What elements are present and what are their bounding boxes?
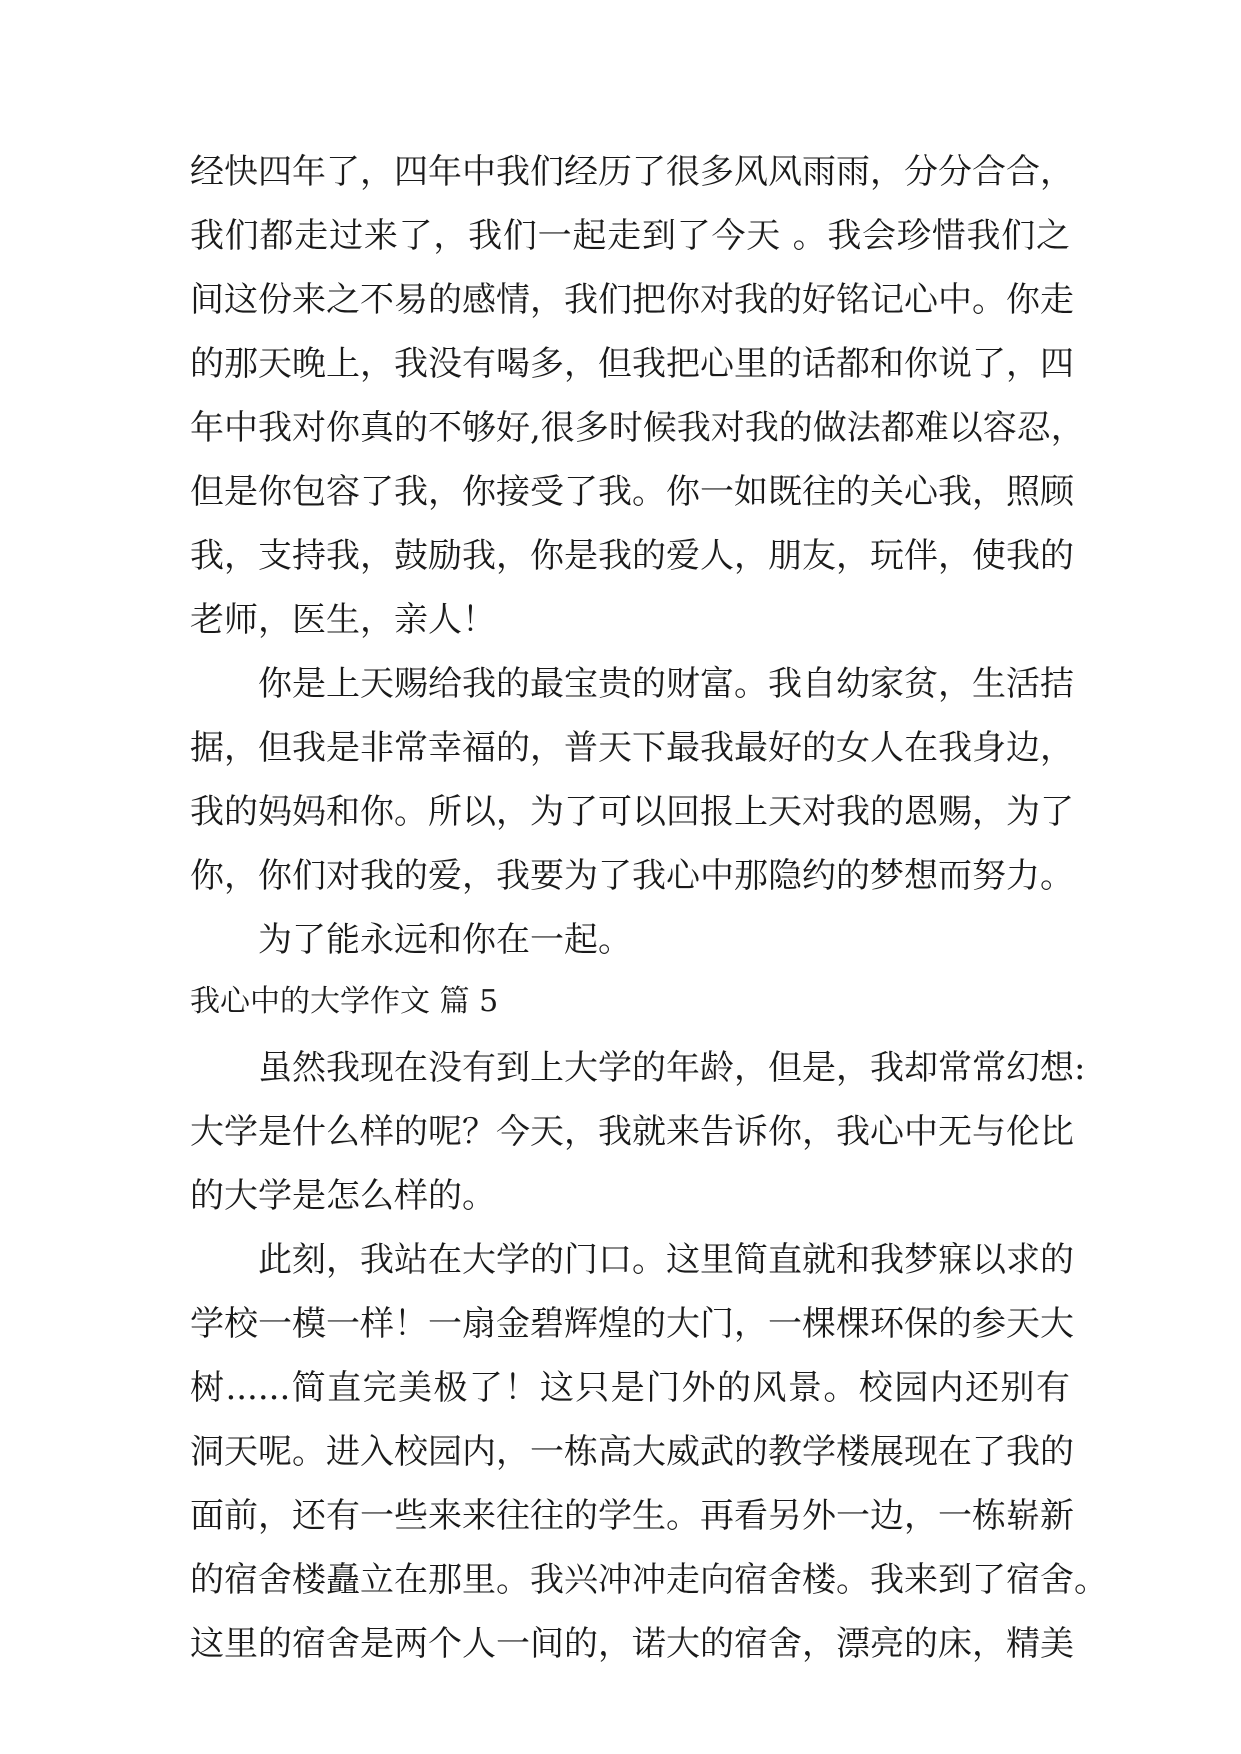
paragraph-line: 学校一模一样！一扇金碧辉煌的大门，一棵棵环保的参天大 — [190, 1304, 1074, 1344]
paragraph-line: 你，你们对我的爱，我要为了我心中那隐约的梦想而努力。 — [190, 856, 1074, 896]
paragraph-line: 为了能永远和你在一起。 — [258, 920, 632, 960]
paragraph-line: 间这份来之不易的感情，我们把你对我的好铭记心中。你走 — [190, 280, 1074, 320]
paragraph-line: 树......简直完美极了！这只是门外的风景。校园内还别有 — [190, 1368, 1070, 1408]
paragraph-line: 你是上天赐给我的最宝贵的财富。我自幼家贫，生活拮 — [258, 664, 1074, 704]
paragraph-line: 我的妈妈和你。所以，为了可以回报上天对我的恩赐，为了 — [190, 792, 1074, 832]
paragraph-line: 经快四年了，四年中我们经历了很多风风雨雨，分分合合， — [190, 152, 1074, 192]
paragraph-line: 此刻，我站在大学的门口。这里简直就和我梦寐以求的 — [258, 1240, 1074, 1280]
paragraph-line: 的大学是怎么样的。 — [190, 1176, 496, 1216]
paragraph-line: 老师，医生，亲人！ — [190, 600, 496, 640]
paragraph-line: 洞天呢。进入校园内，一栋高大威武的教学楼展现在了我的 — [190, 1432, 1074, 1472]
paragraph-line: 的宿舍楼矗立在那里。我兴冲冲走向宿舍楼。我来到了宿舍。 — [190, 1560, 1108, 1600]
section-heading: 我心中的大学作文 篇 5 — [190, 984, 499, 1019]
paragraph-line: 大学是什么样的呢？今天，我就来告诉你，我心中无与伦比 — [190, 1112, 1074, 1152]
paragraph-line: 年中我对你真的不够好,很多时候我对我的做法都难以容忍， — [190, 408, 1085, 448]
paragraph-line: 据，但我是非常幸福的，普天下最我最好的女人在我身边， — [190, 728, 1074, 768]
paragraph-line: 的那天晚上，我没有喝多，但我把心里的话都和你说了，四 — [190, 344, 1074, 384]
paragraph-line: 我，支持我，鼓励我，你是我的爱人，朋友，玩伴，使我的 — [190, 536, 1074, 576]
paragraph-line: 这里的宿舍是两个人一间的，诺大的宿舍，漂亮的床，精美 — [190, 1624, 1074, 1664]
paragraph-line: 我们都走过来了，我们一起走到了今天 。我会珍惜我们之 — [190, 216, 1070, 256]
paragraph-line: 面前，还有一些来来往往的学生。再看另外一边，一栋崭新 — [190, 1496, 1074, 1536]
paragraph-line: 但是你包容了我，你接受了我。你一如既往的关心我，照顾 — [190, 472, 1074, 512]
paragraph-line: 虽然我现在没有到上大学的年龄，但是，我却常常幻想: — [258, 1048, 1086, 1088]
